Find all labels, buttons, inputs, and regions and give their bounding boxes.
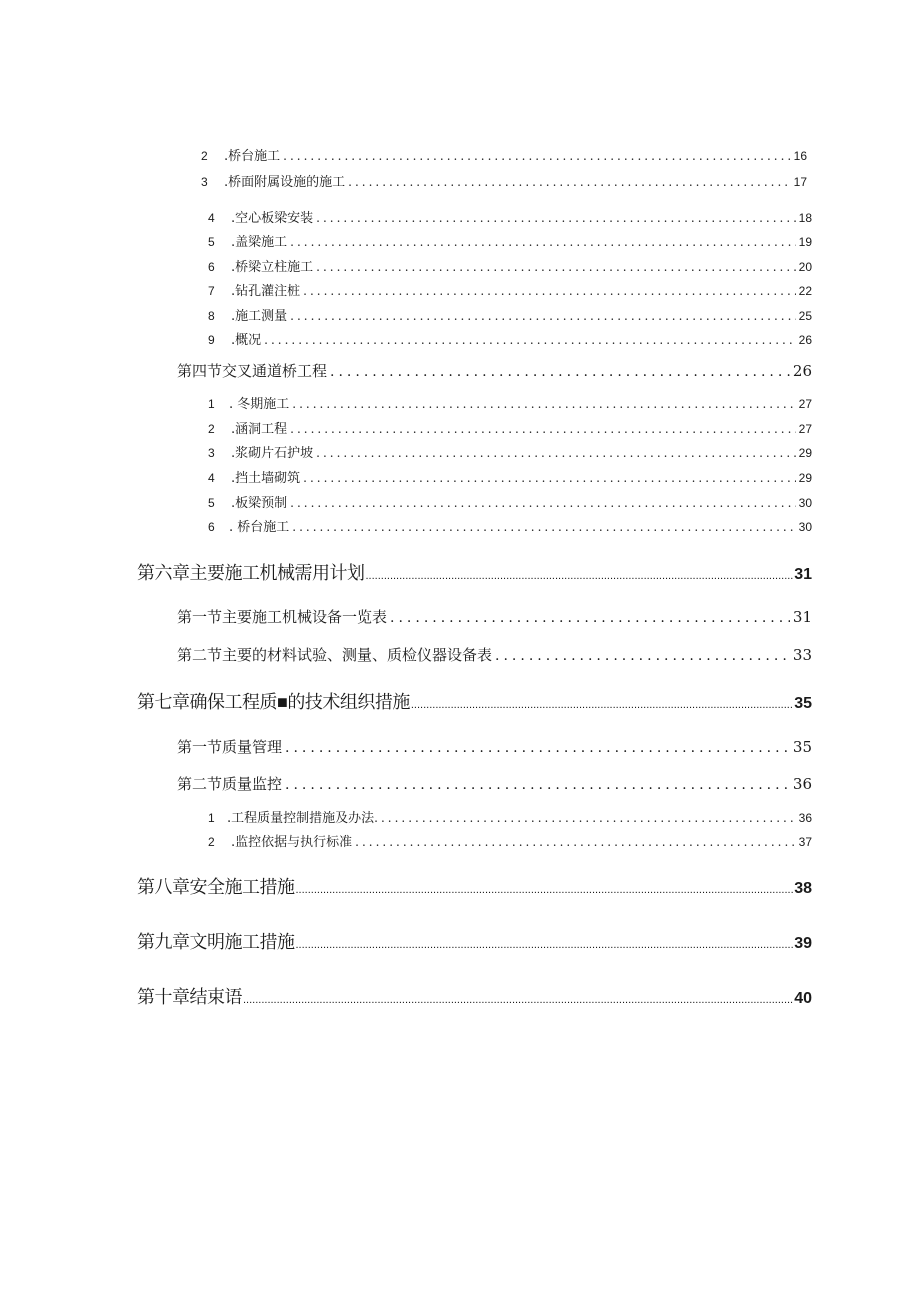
section-page: 26 — [792, 362, 812, 380]
entry-number: 3 — [208, 446, 215, 460]
leader-dots — [495, 648, 790, 664]
toc-entry[interactable] — [208, 393, 812, 412]
entry-number: 5 — [208, 235, 215, 249]
entry-page: 29 — [798, 446, 812, 460]
toc-section[interactable] — [177, 360, 812, 381]
chapter-title: 第六章主要施工机械需用计划 — [137, 563, 365, 583]
leader-dots — [374, 811, 796, 825]
entry-number: 3 — [201, 175, 208, 189]
entry-number: 7 — [208, 284, 215, 298]
section-title: 第一节主要施工机械设备一览表 — [177, 608, 388, 626]
leader-dots — [290, 496, 796, 510]
leader-dots — [411, 699, 793, 711]
entry-number: 6 — [208, 260, 215, 274]
section-page: 31 — [792, 608, 812, 626]
leader-dots — [264, 333, 796, 347]
section-title: 第二节主要的材料试验、测量、质检仪器设备表 — [177, 646, 493, 664]
leader-dots — [366, 570, 794, 582]
leader-dots — [285, 740, 790, 756]
entry-page: 27 — [798, 397, 812, 411]
chapter-title: 第七章确保工程质■的技术组织措施 — [137, 692, 410, 712]
section-page: 33 — [792, 646, 812, 664]
entry-number: 2 — [201, 149, 208, 163]
entry-title: .盖梁施工 — [231, 235, 288, 250]
toc-chapter[interactable] — [137, 983, 812, 1009]
toc-entry[interactable] — [208, 442, 812, 461]
toc-chapter[interactable] — [137, 873, 812, 899]
leader-dots — [390, 610, 790, 626]
chapter-page: 38 — [794, 880, 812, 897]
leader-dots — [283, 149, 791, 163]
chapter-page: 39 — [794, 935, 812, 952]
entry-number: 4 — [208, 471, 215, 485]
toc-entry[interactable] — [208, 231, 812, 250]
section-title: 第一节质量管理 — [177, 738, 283, 756]
toc-entry[interactable] — [201, 171, 807, 190]
leader-dots — [296, 884, 794, 896]
toc-entry[interactable] — [208, 280, 812, 299]
entry-number: 8 — [208, 309, 215, 323]
chapter-page: 31 — [794, 566, 812, 583]
entry-title: . 桥台施工 — [229, 520, 290, 535]
entry-title: .工程质量控制措施及办法 — [227, 811, 375, 826]
toc-entry[interactable] — [208, 329, 812, 348]
entry-title: .钻孔灌注桩 — [231, 284, 301, 299]
leader-dots — [303, 471, 796, 485]
toc-entry[interactable] — [208, 807, 812, 826]
entry-title: .监控依据与执行标准 — [231, 835, 353, 850]
entry-number: 2 — [208, 835, 215, 849]
entry-title: .桥面附属设施的施工 — [224, 175, 346, 190]
toc-section[interactable] — [177, 773, 812, 794]
toc-section[interactable] — [177, 644, 812, 665]
section-title: 第二节质量监控 — [177, 775, 283, 793]
leader-dots — [348, 175, 791, 189]
entry-number: 6 — [208, 520, 215, 534]
entry-page: 18 — [798, 211, 812, 225]
entry-title: . 冬期施工 — [229, 397, 290, 412]
leader-dots — [243, 994, 793, 1006]
entry-title: .浆砌片石护坡 — [231, 446, 314, 461]
entry-number: 9 — [208, 333, 215, 347]
chapter-title: 第八章安全施工措施 — [137, 877, 295, 897]
toc-entry[interactable] — [208, 256, 812, 275]
entry-title: .施工测量 — [231, 309, 288, 324]
entry-page: 25 — [798, 309, 812, 323]
entry-title: .桥梁立柱施工 — [231, 260, 314, 275]
toc-entry[interactable] — [208, 831, 812, 850]
entry-title: .概况 — [231, 333, 262, 348]
toc-entry[interactable] — [208, 418, 812, 437]
entry-number: 1 — [208, 397, 215, 411]
leader-dots — [290, 309, 796, 323]
entry-title: .空心板梁安装 — [231, 211, 314, 226]
leader-dots — [355, 835, 796, 849]
entry-page: 36 — [798, 811, 812, 825]
entry-page: 27 — [798, 422, 812, 436]
entry-page: 30 — [798, 496, 812, 510]
leader-dots — [316, 446, 796, 460]
entry-page: 16 — [793, 149, 807, 163]
entry-page: 22 — [798, 284, 812, 298]
entry-page: 20 — [798, 260, 812, 274]
toc-entry[interactable] — [201, 145, 807, 164]
leader-dots — [303, 284, 796, 298]
toc-chapter[interactable] — [137, 688, 812, 714]
leader-dots — [292, 520, 795, 534]
entry-title: .涵洞工程 — [231, 422, 288, 437]
entry-page: 29 — [798, 471, 812, 485]
section-page: 35 — [792, 738, 812, 756]
entry-number: 1 — [208, 811, 215, 825]
leader-dots — [330, 364, 790, 380]
entry-title: .挡土墙砌筑 — [231, 471, 301, 486]
toc-entry[interactable] — [208, 467, 812, 486]
toc-entry[interactable] — [208, 492, 812, 511]
toc-entry[interactable] — [208, 207, 812, 226]
entry-page: 37 — [798, 835, 812, 849]
entry-number: 2 — [208, 422, 215, 436]
toc-section[interactable] — [177, 606, 812, 627]
section-title: 第四节交叉通道桥工程 — [177, 362, 328, 380]
entry-number: 5 — [208, 496, 215, 510]
section-page: 36 — [792, 775, 812, 793]
toc-section[interactable] — [177, 736, 812, 757]
chapter-page: 40 — [794, 990, 812, 1007]
toc-entry[interactable] — [208, 305, 812, 324]
entry-title: .桥台施工 — [224, 149, 281, 164]
leader-dots — [296, 939, 794, 951]
leader-dots — [290, 422, 796, 436]
leader-dots — [290, 235, 796, 249]
entry-page: 17 — [793, 175, 807, 189]
toc-chapter[interactable] — [137, 928, 812, 954]
leader-dots — [292, 397, 795, 411]
toc-chapter[interactable] — [137, 559, 812, 585]
leader-dots — [316, 260, 796, 274]
chapter-page: 35 — [794, 695, 812, 712]
leader-dots — [316, 211, 796, 225]
entry-page: 19 — [798, 235, 812, 249]
leader-dots — [285, 777, 790, 793]
chapter-title: 第十章结束语 — [137, 987, 242, 1007]
entry-title: .板梁预制 — [231, 496, 288, 511]
toc-entry[interactable] — [208, 516, 812, 535]
entry-number: 4 — [208, 211, 215, 225]
entry-page: 30 — [798, 520, 812, 534]
chapter-title: 第九章文明施工措施 — [137, 932, 295, 952]
entry-page: 26 — [798, 333, 812, 347]
